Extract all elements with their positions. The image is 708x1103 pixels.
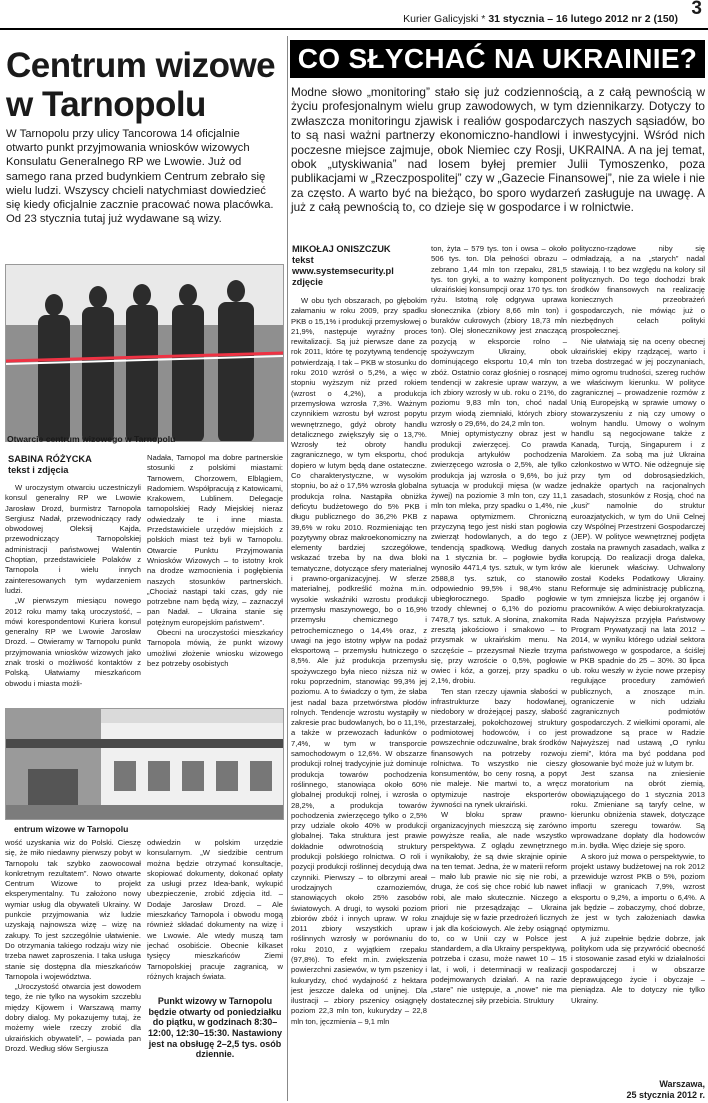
opening-hours-note: Punkt wizowy w Tarnopolu będzie otwarty od poniedziałku do piątku, w godzinach 8:30–12:00, 12:30–15:30. Nastawiony jest na obsługę 2–2,5 tys. osób dziennie. bbox=[147, 996, 283, 1060]
left-col-a-top bbox=[5, 483, 141, 699]
left-article-lead: W Tarnopolu przy ulicy Tancorowa 14 oficjalnie otwarto punkt przyjmowania wniosków wizowych Konsulatu Generalnego RP we Lwowie. Już od samego rana przed budynkiem Centrum zebrało się wielu ludzi. Wszyscy chcieli natychmiast dowiedzieć się kiedy oficjalnie zacznie pracować nowa placówka. Od 23 stycznia tutaj już wydawane są wizy. bbox=[6, 128, 274, 226]
publication-separator: * bbox=[481, 13, 486, 25]
right-col-1 bbox=[291, 296, 427, 1101]
building-photo-caption: entrum wizowe w Tarnopolu bbox=[14, 824, 129, 834]
paragraph: W uroczystym otwarciu uczestniczyli konsul generalny RP we Lwowie Jarosław Drozd, burmistrz Tarnopola Sergiusz Nadał, przewodniczący rady obwodowej Oleksij Kajda, przewodniczący Tarnopolskiej administracji państwowej Walentin Choptian, przedstawiciele Polaków z Tarnopola i wielu innych zainteresowanych tym wydarzeniem ludzi. bbox=[5, 483, 141, 595]
signature-date: 25 stycznia 2012 r. bbox=[626, 1089, 705, 1100]
publication-name: Kurier Galicyjski bbox=[403, 13, 479, 25]
signature-block bbox=[571, 1079, 705, 1100]
paragraph: A skoro już mowa o perspektywie, to projekt ustawy budżetowej na rok 2012 przewiduje wzrost PKB o 5%, poziom inflacji w granicach 7,9%, wzrost eksportu o 9,2%, a importu o 6,4%. A jak będzie – zobaczymy, choć dobrze, że jest w tych założeniach dawka optymizmu. bbox=[571, 851, 705, 933]
paragraph: Obecni na uroczystości mieszkańcy Tarnopola mówią, że punkt wizowy umożliwi złożenie wniosku wizowego bez potrzeby osobistych bbox=[147, 628, 283, 668]
right-author-role-text: tekst bbox=[292, 255, 314, 265]
paragraph: Nie ułatwiają się na oceny obecnej ukraińskiej ekipy rządzącej, warto i trzeba dostrzegać w jej poczynaniach, mimo ogromu trudności, szereg ruchów we właściwym kierunku. W polityce zagranicznej – prowadzenie rozmów z Unią Europejską w sprawie umowy o stowarzyszeniu z nią czy umowy o wolnym handlu. Umowy o wolnym handlu są negocjowane także z Kanadą, Turcją, Singapurem i z Marokiem. Za sobą ma już Ukraina członkostwo w WTO. Nie odżegnuje się przy tym od dobrosąsiedzkich, jednakże opartych na racjonalnych zasadach, stosunków z Rosją, choć na „kusi” namolnie do struktur euroazjatyckich, w tym do Unii Celnej czy Wspólnej Przestrzeni Gospodarczej (JEP). W polityce wewnętrznej podjęta została na prawnych zasadach, walka z korupcją. Do realizacji droga daleka, ale kierunek właściwy. Uchwalony został Kodeks Podatkowy Ukrainy. Reformuje się administrację publiczną, w tym zmniejsza liczbę jej organów i pracowników. A więc debiurokratyzacja. Rada Najwyższa przyjęła Państwowy Program Prywatyzacji na lata 2012 – 2014, w wyniku którego udział sektora państwowego w gospodarce, a ściślej w PKB spadnie do 25 – 30%. 30 lipca ub. roku weszły w życie nowe przepisy regulujące procedury zamówień publicznych, a znoszące m.in. ograniczenie w nich udziału zagranicznych podmiotów gospodarczych. Z wielkimi oporami, ale prowadzone są prace w Radzie Najwyższej nad ustawą „O rynku ziemi”, która ma być poddana pod głosowanie być może już w lutym br. bbox=[571, 336, 705, 768]
paragraph: wość uzyskania wiz do Polski. Cieszę się, że miło niedawny pierwszy pobyt w Tarnopolu tak szybko zaowocował konkretnym rezultatem”. Nowo otwarte Centrum Wizowe to projekt eksperymentalny. Tu założono nowy wymiar usług dla obywateli Ukrainy. W punkcie przyjmowania wiz ludzie uzyskają najnowsza wizę – wizę na zakupy. To jest szczególnie ułatwienie. Do otrzymania takiego rodzaju wizy nie trzeba nawet zaproszenia. I taka usługa stanie się dostępna dla mieszkańców Tarnopola i województwa. bbox=[5, 838, 141, 981]
visa-center-building-photo bbox=[5, 708, 284, 820]
paragraph: polityczno-rządowe niby się odmładzają, a na „starych” nadal stawiają. I to bez względu na kolory sil politycznych. Do tego dochodzi brak środków finansowych na realizację koniecznych przeobrażeń gospodarczych, nie mówiąc już o niezbędnych celach polityki prospołecznej. bbox=[571, 244, 705, 336]
paragraph: W bloku spraw prawno-organizacyjnych mieszczą się zarówno powyższe realia, ale nade wszystko perspektywa. Z oglądu zewnętrznego wynikałoby, że są dwie skrajnie opinie na ten temat. Jedna, że w materii reform – mało lub prawie nic się nie robi, a druga, że coś się chce robić lub nawet robi, ale mało skutecznie. Niczego a priori nie przesądzając – Ukraina znajduje się w fazie przedrożeń licznych i jak dla kościowych. Ale żeby osiągnąć to, co w Unii czy w Polsce jest standardem, a dla Ukrainy perspektywą, potrzeba i czasu, może nawet 10 – 15 lat, i woli, i determinacji w realizacji podejmowanych działań. A na razie „stare” nie ustępuje, a „nowe” nie ma dostatecznej siły przebicia. Struktury bbox=[431, 810, 567, 1005]
paragraph: Nadała, Tarnopol ma dobre partnerskie stosunki z polskimi miastami: Tarnowem, Chorzowem, Elblągiem, Radomiem. Współpracują z Katowicami, Krakowem, Lublinem. Delegacje tarnopolskiej Rady Miejskiej nieraz odwiedzały te i inne miasta. Przedstawiciele urzędów miejskich z polskich miast też byli w Tarnopolu. Otwarcie Punktu Przyjmowania Wniosków Wizowych – to istotny krok na drodze wzmocnienia i pogłębienia naszych stosunków partnerskich. „Chociaż nastąpi taki czas, gdy nie potrzebne nam będą wizy, – zaznaczył pan Nadał. – Ukraina stanie się potężnym europejskim państwem”. bbox=[147, 453, 283, 627]
left-author-block bbox=[8, 454, 138, 476]
right-author-name: MIKOŁAJ ONISZCZUK bbox=[292, 244, 391, 254]
ceremony-photo-caption: Otwarcie centrum wizowego w Tarnopolu bbox=[7, 434, 176, 444]
left-col-b-bottom bbox=[147, 838, 283, 1100]
right-author-block bbox=[292, 244, 428, 288]
right-article-title: CO SŁYCHAĆ NA UKRAINIE? bbox=[290, 40, 705, 78]
paragraph: W obu tych obszarach, po głębokim załamaniu w roku 2009, przy spadku PKB o 15,1% i produkcji przemysłowej o 21,9%, następuje wyraźny proces rewitalizacji. Są już pierwsze dane za rok 2011, które tę pozytywną tendencję potwierdzają. I tak – PKB w stosunku do roku 2010 wzrósł o 5,2%, a więc w stopniu wyższym niż przed rokiem (wzrost o 4,2%), a produkcja przemysłowa wzrosła 7,3%. Ważnym czynnikiem wzrostu był wzrost popytu wewnętrznego, gdyż obroty handlu detalicznego zwiększyły się o 13,7%. Wzrosły też obroty handlu zagranicznego, w tym eksportu, choć dopiero w lutym będą dane ostateczne. Co charakterystyczne, w wysokim stopniu, bo aż o 17,5% wzrosła globalna produkcja rolna. Nastąpiła obniżka deficytu budżetowego do 5% PKB i długu publicznego do 36,2% PKB z 39,6% w roku 2010. Rozmieniając ten pozytywny obraz makroekonomiczny na elementy bardziej szczegółowe, wskazać trzeba by na dwa bloki tematyczne, dotyczące sfery materialnej i prawno-organizacyjnej. W sferze materialnej, podkreślić można m.in. wysokie wskaźniki wzrostu produkcji przemysłu maszynowego, bo o 16,9% przemysłu chemicznego i petrochemicznego o 14,4% oraz, z uwagi na jego istotny wpływ na podaż eksportową – przemysłu hutniczego o 8,5%. Ale już produkcja przemysłu spożywczego była nieco niższa niż w roku poprzednim, stanowiąc 99,3% jej poziomu. A to świadczy o tym, że słaba jest nadal baza przetwórstwa płodów rolnych. Tendencje wzrostu wystąpiły w zakresie prac budowlanych, bo o 11,1%, a także w przewozach ładunków o 7,4%, w tym w transporcie samochodowym o 12,6%. W obszarze produkcji rolnej tradycyjnie już dominuje produkcja towarów pochodzenia roślinnego, stanowiąca około 60% globalnej produkcji rolnej, i wzrosła o 28,2%, a produkcja towarów pochodzenia zwierzęcego tylko o 2,5% przy udziale około 40% w produkcji globalnej. Taka struktura jest prawie dokładnie odwrotnością struktury produkcji polskiego rolnictwa. O roli i pozycji produkcji roślinnej decydują dwa czynniki. Pierwszy – to olbrzymi areał urodzajnych czarnoziemów, stanowiących około 25% zasobów światowych. A drugi, to wysoki poziom zbiorów zbóż i innych upraw. W roku 2011 zbiory wszystkich upraw roślinnych wzrosły w porównaniu do roku 2010, z wyjątkiem rzepaku (97,8%). To efekt m.in. zwiększenia powierzchni zasiewów, w tym pszenicy i kukurydzy, choć wydajność z hektara jest jeszcze daleka od unijnej. Dla ilustracji – zbiory pszenicy osiągnęły poziom 22,3 mln ton, kukurydzy – 22,8 mln ton, jęczmienia – 9,1 mln bbox=[291, 296, 427, 1026]
paragraph: Jest szansa na zniesienie moratorium na obrót ziemią, obowiązującego do 1 stycznia 2013 roku. Zmieniane są taryfy celne, w kierunku obniżenia stawek, dotyczące importu szeregu towarów. Są wprowadzane dopłaty dla hodowców m.in. bydła. Więc dzieje się sporo. bbox=[571, 769, 705, 851]
left-article-title: Centrum wizowe w Tarnopolu bbox=[6, 46, 276, 124]
left-author-role: tekst i zdjęcia bbox=[8, 465, 69, 475]
paragraph: Ten stan rzeczy ujawnia słabości w infrastrukturze bazy hodowlanej, niedobory w drożejącej paszy, słabość przestarzałej, pokołchozowej struktury podmiotowej hodowców, i co jest powszechnie odczuwalne, brak środków finansowych na potrzeby rozwoju rolnictwa. To wszystko nie cieszy konsumentów, bo ceny rosną, a popyt nie maleje. Nie martwi to, a wręcz optymizuje nastroje eksporterów żywności na rynek ukraiński. bbox=[431, 686, 567, 810]
paragraph: odwiedzin w polskim urzędzie konsularnym. „W siedzibie centrum można będzie otrzymać konsultacje, skopiować dokumenty, dokonać opłaty za usługi przez Idea-bank, wykupić ubezpieczenie, zrobić zdjęcia itd. – Dodaje Jarosław Drozd. – Ale mieszkańcy Tarnopola i obwodu mogą również składać dokumenty na wizę i we Lwowie. Ale wtedy muszą tam jechać osobiście. Obecnie kilkaset tysięcy mieszkańców Ziemi Tarnopolskiej pracuje zagranicą, w różnych krajach świata. bbox=[147, 838, 283, 981]
publication-line bbox=[403, 13, 678, 25]
right-col-2 bbox=[431, 244, 567, 1101]
ceremony-illustration bbox=[6, 265, 284, 442]
right-article-lead: Modne słowo „monitoring” stało się już codziennością, a z całą pewnością w życiu profesjonalnym wielu grup zawodowych, w tym dziennikarzy. Dotyczy to zwłaszcza monitoringu zjawisk i realiów gospodarczych naszych sąsiadów, bo to są nasi ważni partnerzy ekonomiczno-handlowi i inwestycyjni. Wśród nich poczesne miejsce zajmuje, obok Niemiec czy Rosji, UKRAINA. A na jej temat, obok „utyskiwania” nad losem byłej premier Julii Tymoszenko, poza publikacjami w „Rzeczpospolitej” czy w „Gazecie Finansowej”, nie za wiele i nie za często. A warto być na bieżąco, bo sporo wydarzeń zasługuje na uwagę. A już z całą pewnością to, co dzieje się w gospodarce i w rolnictwie. bbox=[291, 85, 705, 215]
paragraph: Mniej optymistyczny obraz jest w produkcji zwierzęcej. Co prawda produkcja artykułów pochodzenia zwierzęcego wzrosła o 2,5%, ale tylko produkcja jaj wzrosła o 9,6%, bo już sytuacja w produkcji mięsa (w wadze żywej) na poziomie 3 mln ton, czy 11,1 mln ton mleka, przy spadku o 1,4%, nie napawa optymizmem. Chroniczną przyczyną tego jest niski stan pogłowia zwierząt hodowlanych, a do tego z tendencją spadkową. Według danych na 1 stycznia br. – pogłowie bydła wynosiło 4471,4 tys. sztuk, w tym krów 2588,8 tys. sztuk, co stanowiło odpowiednio 99,5% i 98,4% stanu ubiegłorocznego. Spadło pogłowie trzody chlewnej o 6,1% do poziomu 7478,7 tys. sztuk. A słonina, znakomita zresztą jakościowo i smakowo – to przysmak w ukraińskim menu. Na szczęście – przezysmał Niezłe trzyma się, przy wzroście o 0,5%, pogłowie owiec i kóz, a gorzej, przy spadku o 2,1%, drobiu. bbox=[431, 429, 567, 686]
page-number: 3 bbox=[691, 0, 702, 19]
column-divider bbox=[287, 36, 288, 1101]
right-col-3 bbox=[571, 244, 705, 1080]
paragraph: „W pierwszym miesiącu nowego 2012 roku mamy taką uroczystość, – mówi korespondentowi Kuriera konsul generalny RP we Lwowie Jarosław Drozd. – Otwieramy w Tarnopolu punkt przyjmowania wniosków wizowych jako znak troski o możliwość kontaktów z Polską. Ułatwiamy mieszkańcom obwodu i miasta możli- bbox=[5, 596, 141, 688]
page-header bbox=[0, 0, 708, 30]
left-author-name: SABINA RÓŻYCKA bbox=[8, 454, 92, 464]
building-illustration bbox=[6, 709, 284, 820]
right-author-role-photo: zdjęcie bbox=[292, 277, 324, 287]
left-col-b-top bbox=[147, 453, 283, 700]
right-author-site: www.systemsecurity.pl bbox=[292, 266, 394, 276]
header-rule bbox=[0, 28, 708, 30]
left-col-a-bottom bbox=[5, 838, 141, 1100]
ceremony-photo bbox=[5, 264, 284, 442]
signature-place: Warszawa, bbox=[659, 1079, 705, 1089]
issue-info: 31 stycznia – 16 lutego 2012 nr 2 (150) bbox=[488, 13, 678, 25]
paragraph: ton, żyta – 579 tys. ton i owsa – około 506 tys. ton. Dla pełności obrazu – zebrano 1,44 mln ton rzepaku, 281,5 tys. ton gryki, a to ważny komponent ukraińskiej konsumpcji oraz 170 tys. ton ryżu. Istotną rolę odgrywa uprawa słonecznika (zbiory 8,66 mln ton) i buraków cukrowych (zbiory 18,73 mln ton). Olej słonecznikowy jest znaczącą pozycją w eksporcie rolno – spożywczym Ukrainy, obok dominującego eksportu 10,4 mln ton zbóż. Ostatnio coraz głośniej o rosnącej tendencji w zakresie upraw warzyw, a ich zbiory wzrosły w ub. roku o 21%, do poziomu 9,83 mln ton, choć nadal przym wiodą ziemniaki, których zbiory wzrosły o 29,6%, do 24,2 mln ton. bbox=[431, 244, 567, 429]
paragraph: „Uroczystość otwarcia jest dowodem tego, że nie tylko na wysokim szczeblu między Kijowem i Warszawą mamy dobry dialog. My pokazujemy tutaj, że możemy wiele rzeczy zrobić dla ukraińskich obywateli”, – powiada pan Drozd. Według słów Sergiusza bbox=[5, 982, 141, 1053]
paragraph: A już zupełnie będzie dobrze, jak politykom uda się przywrócić obecność i stosowanie zasad etyki w działalności gospodarczej i w obszarze deprawującego życie i obyczaje – pieniądza. Ale to dotyczy nie tylko Ukrainy. bbox=[571, 933, 705, 1005]
